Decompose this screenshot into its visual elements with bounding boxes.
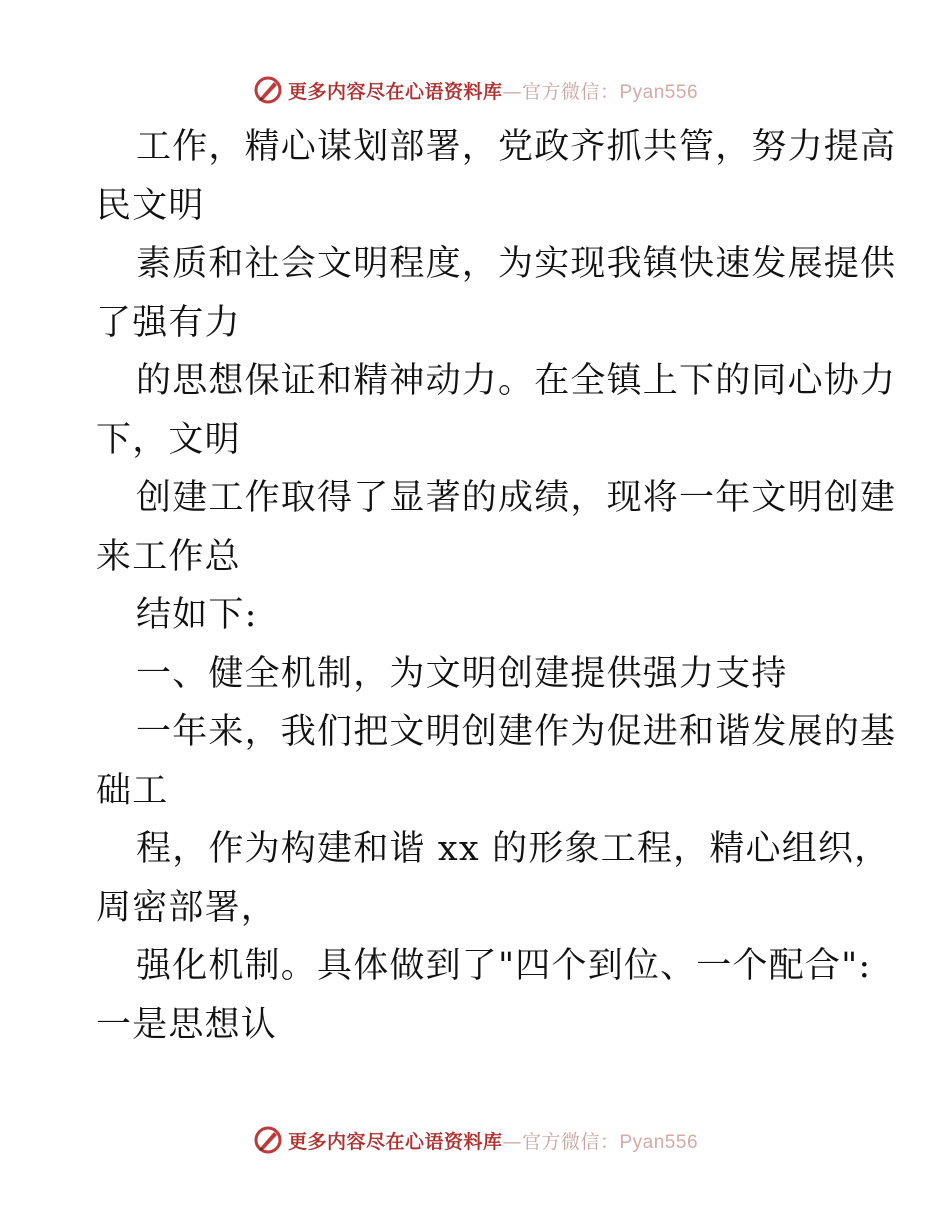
document-body	[96, 118, 897, 1054]
footer-banner	[0, 1122, 950, 1158]
text-line: 周密部署，	[96, 887, 278, 928]
banner-wechat-id: Pyan556	[619, 81, 699, 103]
text-line: 来工作总	[96, 536, 241, 577]
text-line: 一年来，我们把文明创建作为促进和谐发展的基	[136, 712, 897, 752]
banner-text	[288, 77, 698, 104]
banner-wechat-id: Pyan556	[619, 1131, 699, 1153]
text-line: 一是思想认	[96, 1004, 278, 1045]
banner-rest: —官方微信：	[502, 1130, 620, 1153]
text-line: 下，文明	[96, 419, 241, 460]
pen-logo-icon	[252, 74, 284, 106]
banner-rest: —官方微信：	[502, 80, 620, 103]
text-line: 了强有力	[96, 302, 241, 343]
text-line: 强化机制。具体做到了"四个到位、一个配合":	[136, 946, 872, 986]
banner-brand: 更多内容尽在心语资料库	[287, 1130, 503, 1153]
header-banner	[0, 72, 950, 108]
banner-brand: 更多内容尽在心语资料库	[287, 80, 503, 103]
text-line: 素质和社会文明程度，为实现我镇快速发展提供	[136, 244, 897, 284]
text-line: 创建工作取得了显著的成绩，现将一年文明创建	[136, 478, 897, 518]
text-line: 程，作为构建和谐 xx 的形象工程，精心组织，	[136, 829, 891, 869]
banner-text	[288, 1127, 698, 1154]
text-line: 工作，精心谋划部署，党政齐抓共管，努力提高	[136, 127, 897, 167]
text-line: 民文明	[96, 185, 205, 226]
text-line: 结如下:	[136, 595, 258, 635]
text-line: 础工	[96, 770, 169, 811]
pen-logo-icon	[252, 1124, 284, 1156]
text-line: 的思想保证和精神动力。在全镇上下的同心协力	[136, 361, 897, 401]
section-heading: 一、健全机制，为文明创建提供强力支持	[136, 653, 788, 694]
